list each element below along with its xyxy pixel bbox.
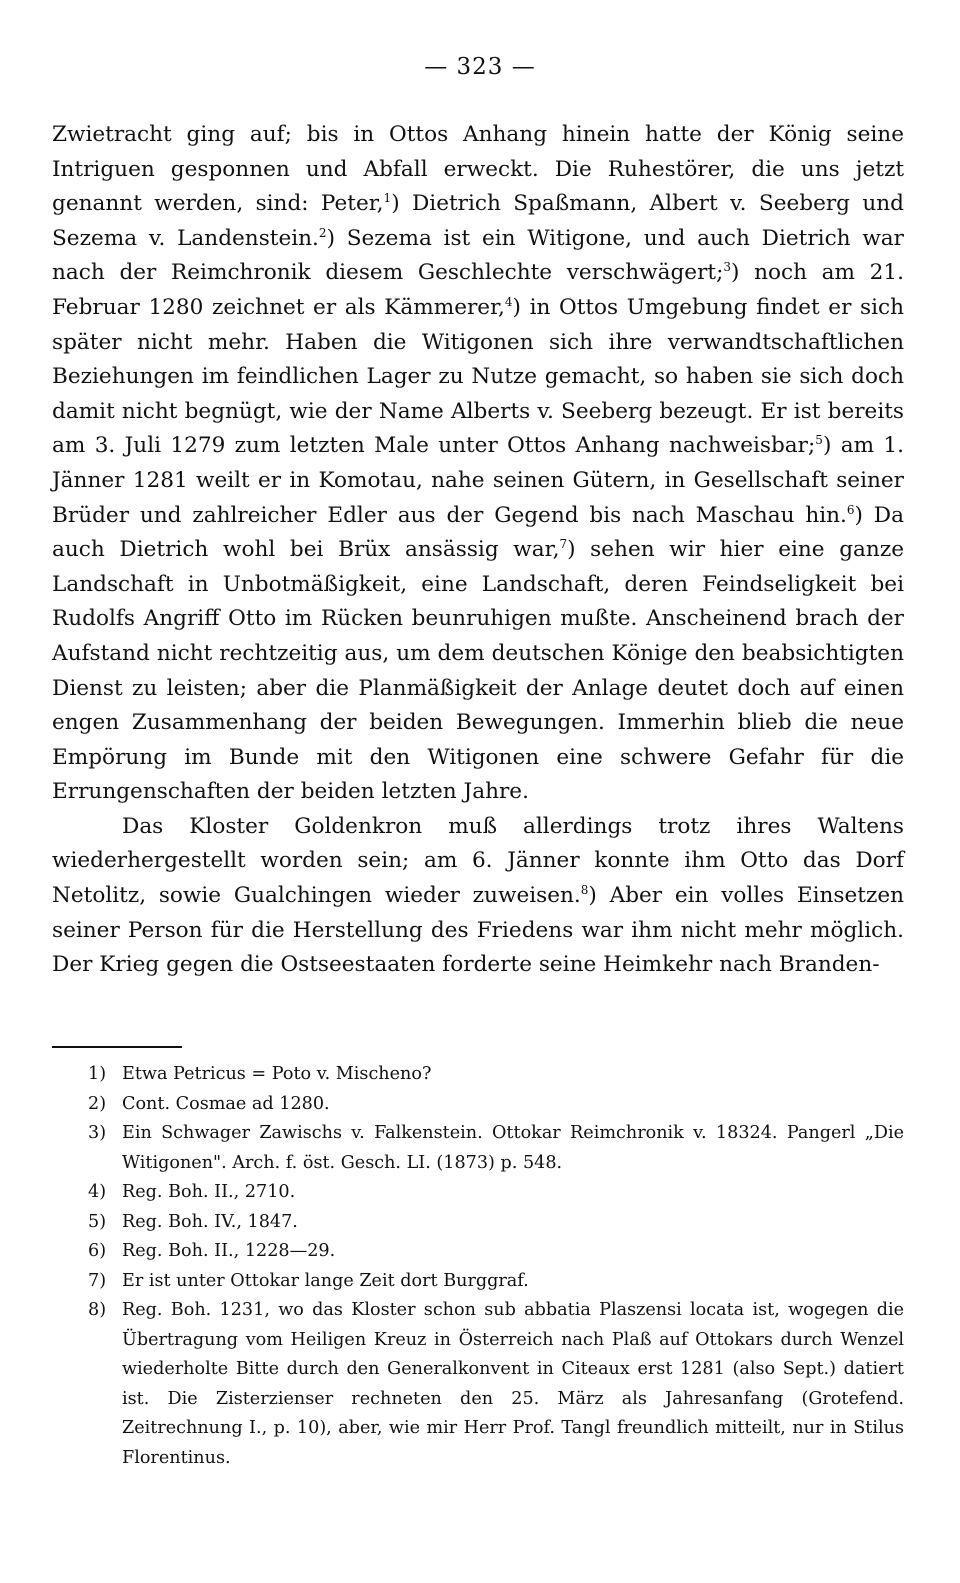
paragraph-1-text-4: ) noch am 21. Februar 1280 zeichnet er als Kämmerer, bbox=[52, 260, 904, 320]
paragraph-2-text-2: ) Aber ein volles Einsetzen seiner Person für die Herstellung des Friedens war ihm nicht mehr möglich. Der Krieg gegen die Ostseestaaten forderte seine Heimkehr nach Branden- bbox=[52, 883, 905, 978]
footnote-text: Reg. Boh. 1231, wo das Kloster schon sub abbatia Plaszensi locata ist, wogegen die Übertragung vom Heiligen Kreuz in Österreich nach Plaß auf Ottokars durch Wenzel wiederholte Bitte durch den Generalkonvent in Citeaux erst 1281 (also Sept.) datiert ist. Die Zisterzienser rechneten den 25. März als Jahresanfang (Grotefend. Zeitrechnung I., p. 10), aber, wie mir Herr Prof. Tangl freundlich mitteilt, nur in Stilus Florentinus. bbox=[122, 1300, 904, 1468]
paragraph-1-text-3: ) Sezema ist ein Witigone, und auch Dietrich war nach der Reimchronik diesem Geschlechte verschwägert; bbox=[52, 225, 904, 286]
footnote-3 bbox=[88, 1119, 904, 1178]
footnote-number: 8) bbox=[88, 1300, 107, 1320]
footnote-1 bbox=[88, 1060, 904, 1090]
paragraph-2-text-1: Das Kloster Goldenkron muß allerdings trotz ihres Waltens wiederhergestellt worden sein; am 6. Jänner konnte ihm Otto das Dorf Netolitz, sowie Gualchingen wieder zuweisen. bbox=[52, 813, 904, 909]
footnote-ref-1: 1 bbox=[383, 191, 392, 206]
paragraph-1-text-2: ) Dietrich Spaßmann, Albert v. Seeberg und Sezema v. Landenstein. bbox=[52, 191, 905, 251]
footnote-7 bbox=[88, 1267, 904, 1297]
footnote-number: 5) bbox=[88, 1211, 107, 1232]
footnotes bbox=[88, 1060, 904, 1473]
footnote-ref-2: 2 bbox=[318, 225, 327, 240]
paragraph-1-text-1: Zwietracht ging auf; bis in Ottos Anhang hinein hatte der König seine Intriguen gesponnen und Abfall erweckt. Die Ruhestörer, die uns jetzt genannt werden, sind: Peter, bbox=[52, 122, 904, 217]
footnote-4 bbox=[88, 1178, 904, 1208]
footnote-text: Etwa Petricus = Poto v. Mischeno? bbox=[122, 1064, 432, 1084]
footnote-text: Er ist unter Ottokar lange Zeit dort Burggraf. bbox=[122, 1270, 529, 1291]
footnote-number: 2) bbox=[88, 1093, 107, 1114]
page-number: — 323 — bbox=[424, 54, 536, 80]
paragraph-1-text-8: ) sehen wir hier eine ganze Landschaft in Unbotmäßigkeit, eine Landschaft, deren Feindseligkeit bei Rudolfs Angriff Otto im Rücken beunruhigen mußte. Anscheinend brach der Aufstand nicht rechtzeitig aus, um dem deutschen Könige den beabsichtigten Dienst zu leisten; aber die Planmäßigkeit der Anlage deutet doch auf einen engen Zusammenhang der beiden Bewegungen. Immerhin blieb die neue Empörung im Bunde mit den Witigonen eine schwere Gefahr für die Errungenschaften der beiden letzten Jahre. bbox=[52, 537, 904, 805]
paragraph-1-text-6: ) am 1. Jänner 1281 weilt er in Komotau, nahe seinen Gütern, in Gesellschaft seiner Brüder und zahlreicher Edler aus der Gegend bis nach Maschau hin. bbox=[52, 433, 904, 528]
footnote-ref-8: 8 bbox=[580, 883, 589, 898]
footnote-ref-7: 7 bbox=[559, 537, 568, 552]
paragraph-2 bbox=[52, 810, 904, 983]
footnote-8 bbox=[88, 1296, 904, 1473]
footnote-ref-3: 3 bbox=[723, 260, 731, 275]
footnote-text: Reg. Boh. IV., 1847. bbox=[122, 1211, 298, 1232]
footnote-text: Cont. Cosmae ad 1280. bbox=[122, 1093, 330, 1114]
footnote-ref-6: 6 bbox=[846, 502, 855, 517]
footnote-ref-4: 4 bbox=[504, 294, 513, 309]
footnote-5 bbox=[88, 1208, 904, 1238]
main-text bbox=[52, 118, 904, 983]
footnote-number: 1) bbox=[88, 1064, 107, 1084]
footnote-text: Reg. Boh. II., 1228—29. bbox=[122, 1241, 336, 1261]
paragraph-1 bbox=[52, 118, 904, 810]
footnote-number: 4) bbox=[88, 1182, 107, 1202]
footnote-number: 3) bbox=[88, 1123, 107, 1143]
footnote-number: 7) bbox=[88, 1270, 107, 1291]
footnote-ref-5: 5 bbox=[815, 433, 823, 448]
footnote-text: Reg. Boh. II., 2710. bbox=[122, 1182, 296, 1202]
footnote-text: Ein Schwager Zawischs v. Falkenstein. Ottokar Reimchronik v. 18324. Pangerl „Die Witigonen". Arch. f. öst. Gesch. LI. (1873) p. 548. bbox=[122, 1123, 904, 1173]
paragraph-1-text-5: ) in Ottos Umgebung findet er sich später nicht mehr. Haben die Witigonen sich ihre verwandtschaftlichen Beziehungen im feindlichen Lager zu Nutze gemacht, so haben sie sich doch damit nicht begnügt, wie der Name Alberts v. Seeberg bezeugt. Er ist bereits am 3. Juli 1279 zum letzten Male unter Ottos Anhang nachweisbar; bbox=[52, 294, 904, 459]
paragraph-1-text-7: ) Da auch Dietrich wohl bei Brüx ansässig war, bbox=[52, 502, 904, 563]
footnote-2 bbox=[88, 1090, 904, 1120]
footnote-6 bbox=[88, 1237, 904, 1267]
footnote-number: 6) bbox=[88, 1241, 107, 1261]
footnote-separator bbox=[52, 1046, 182, 1048]
